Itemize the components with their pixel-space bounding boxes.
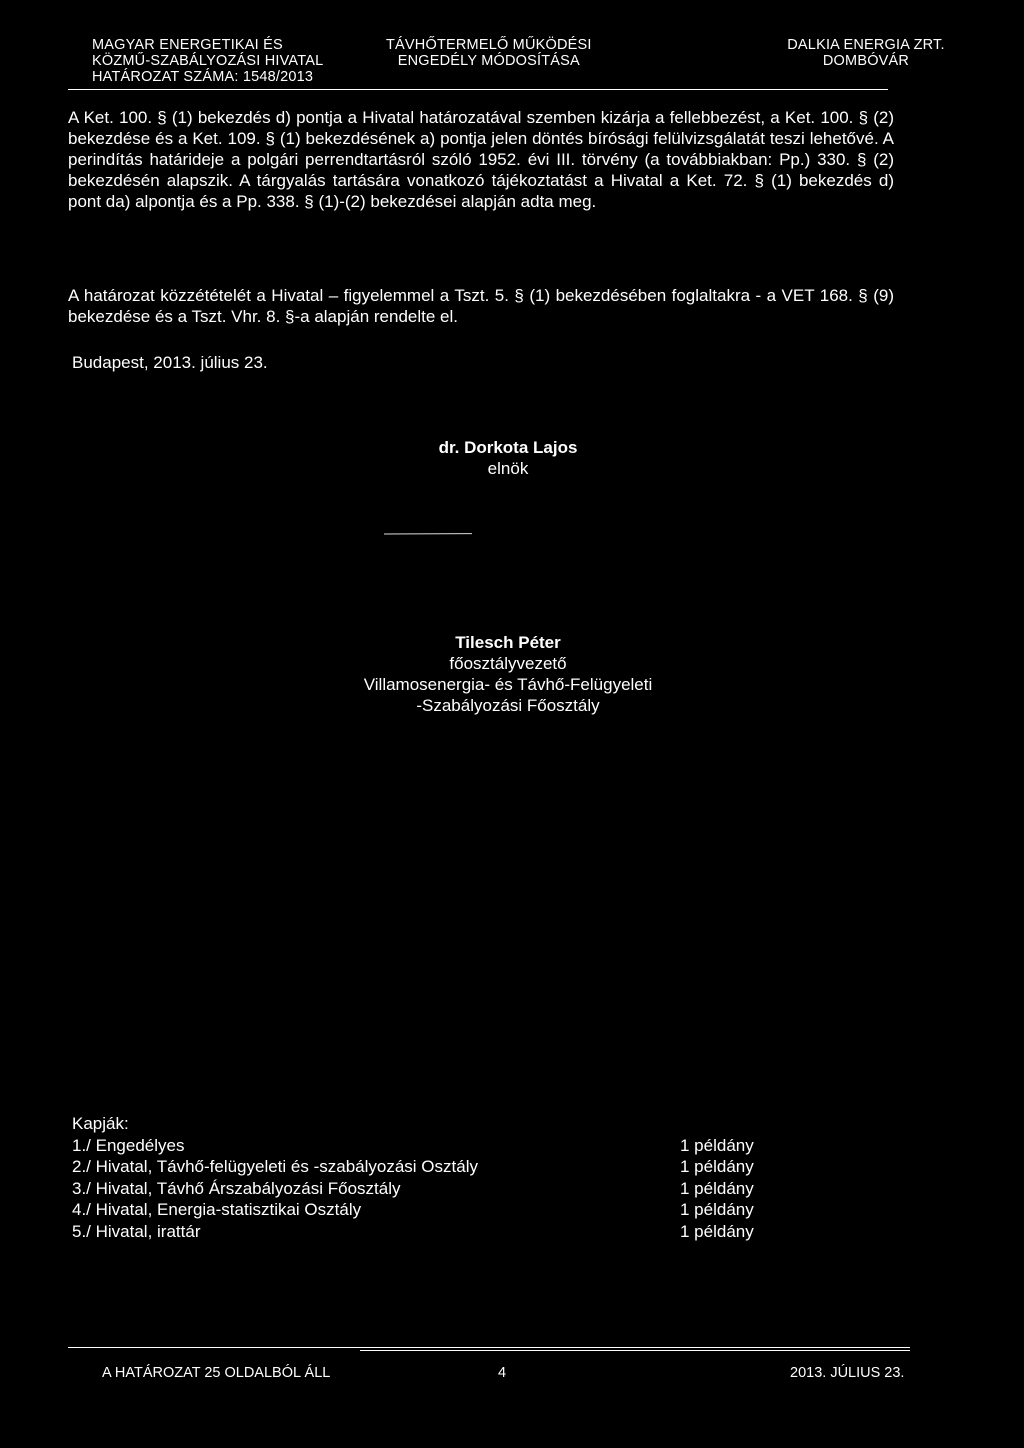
header-authority-line2: KÖZMŰ-SZABÁLYOZÁSI HIVATAL bbox=[92, 53, 324, 69]
paragraph-legal-remedy: A Ket. 100. § (1) bekezdés d) pontja a Hivatal határozatával szemben kizárja a fellebbezést, a Ket. 100. § (2) bekezdése és a Ket. 109. § (1) bekezdésének a) pontja jelen döntés bírósági felülvizsgálatát teszi lehetővé. A perindítás határideje a polgári perrendtartásról szóló 1952. évi III. törvény (a továbbiakban: Pp.) 330. § (2) bekezdésén alapszik. A tárgyalás tartására vonatkozó tájékoztatást a Hivatal a Ket. 72. § (1) bekezdés d) pont da) alpontja és a Pp. 338. § (1)-(2) bekezdései alapján adta meg. bbox=[68, 108, 894, 211]
signatory-title: elnök bbox=[487, 459, 529, 478]
signatory-name: dr. Dorkota Lajos bbox=[438, 438, 578, 457]
signatory-department-line1: Villamosenergia- és Távhő-Felügyeleti bbox=[363, 675, 653, 694]
recipients-list bbox=[72, 1113, 792, 1242]
document-date: Budapest, 2013. július 23. bbox=[72, 353, 268, 372]
paragraph-publication: A határozat közzétételét a Hivatal – figyelemmel a Tszt. 5. § (1) bekezdésében foglaltakra - a VET 168. § (9) bekezdése és a Tszt. Vhr. 8. §-a alapján rendelte el. bbox=[68, 286, 894, 326]
header-subject bbox=[386, 37, 592, 69]
header-company bbox=[786, 37, 946, 69]
footer-divider-secondary bbox=[360, 1350, 910, 1351]
signatory-title: főosztályvezető bbox=[449, 654, 567, 673]
footer-page-number: 4 bbox=[498, 1365, 507, 1381]
header-subject-line2: ENGEDÉLY MÓDOSÍTÁSA bbox=[397, 53, 580, 69]
recipient-name: 2./ Hivatal, Távhő-felügyeleti és -szabályozási Osztály bbox=[72, 1157, 478, 1176]
recipient-copies: 1 példány bbox=[680, 1178, 754, 1198]
header-company-city: DOMBÓVÁR bbox=[822, 53, 910, 69]
header-authority-line1: MAGYAR ENERGETIKAI ÉS bbox=[92, 37, 283, 53]
header-divider bbox=[68, 89, 888, 90]
header-company-name: DALKIA ENERGIA ZRT. bbox=[787, 37, 945, 53]
signature-block-president bbox=[268, 437, 748, 479]
recipient-copies: 1 példány bbox=[680, 1221, 754, 1241]
header-authority bbox=[92, 37, 323, 85]
header-decision-number: HATÁROZAT SZÁMA: 1548/2013 bbox=[92, 69, 314, 85]
recipient-name: 4./ Hivatal, Energia-statisztikai Osztály bbox=[72, 1200, 362, 1219]
recipient-row bbox=[72, 1221, 792, 1243]
recipient-row bbox=[72, 1199, 792, 1221]
recipient-row bbox=[72, 1156, 792, 1178]
signature-block-head-of-department bbox=[268, 632, 748, 716]
recipient-copies: 1 példány bbox=[680, 1157, 754, 1176]
recipient-row bbox=[72, 1178, 792, 1200]
footer-date: 2013. JÚLIUS 23. bbox=[790, 1365, 905, 1381]
signatory-name: Tilesch Péter bbox=[455, 633, 561, 652]
recipient-row bbox=[72, 1135, 792, 1157]
recipient-name: 1./ Engedélyes bbox=[72, 1135, 185, 1155]
header-subject-line1: TÁVHŐTERMELŐ MŰKÖDÉSI bbox=[386, 37, 592, 53]
footer-page-count: A HATÁROZAT 25 OLDALBÓL ÁLL bbox=[102, 1365, 331, 1381]
recipient-copies: 1 példány bbox=[680, 1200, 754, 1219]
recipient-name: 3./ Hivatal, Távhő Árszabályozási Főosztály bbox=[72, 1178, 401, 1198]
footer-divider bbox=[68, 1347, 910, 1348]
recipient-copies: 1 példány bbox=[680, 1135, 754, 1155]
signature-stroke bbox=[384, 533, 472, 535]
recipient-name: 5./ Hivatal, irattár bbox=[72, 1221, 201, 1241]
recipients-heading: Kapják: bbox=[72, 1114, 129, 1133]
signatory-department-line2: -Szabályozási Főosztály bbox=[416, 696, 600, 715]
